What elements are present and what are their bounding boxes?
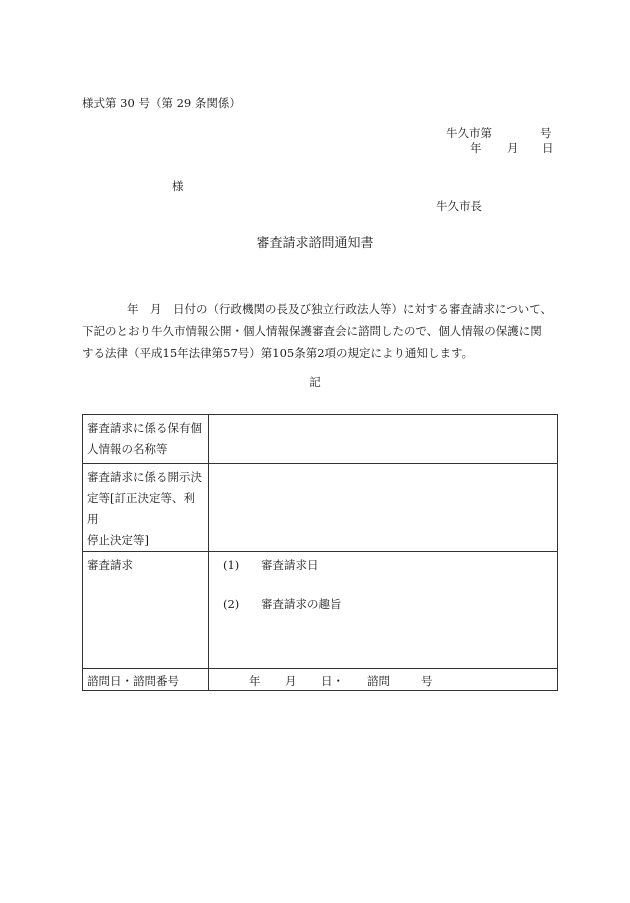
table-row xyxy=(83,464,558,552)
date-year: 年 xyxy=(470,141,482,155)
label-inquiry-date-number: 諮問日・諮問番号 xyxy=(83,669,209,691)
form-number: 様式第 30 号（第 29 条関係） xyxy=(82,96,241,110)
label-retained-info-name xyxy=(83,415,209,464)
inquiry-month: 月 xyxy=(285,674,297,688)
item-text: 審査請求日 xyxy=(261,558,319,572)
item-number: (1) xyxy=(223,558,240,572)
table-row xyxy=(83,415,558,464)
inquiry-day: 日・ xyxy=(321,674,344,688)
document-title: 審査請求諮問通知書 xyxy=(256,236,374,251)
label-line: 審査請求に係る開示決 xyxy=(87,470,202,484)
document-number-prefix: 牛久市第 xyxy=(446,126,492,140)
document-number-suffix: 号 xyxy=(540,126,552,140)
item-number: (2) xyxy=(223,597,240,611)
item-text: 審査請求の趣旨 xyxy=(261,597,342,611)
ki-heading: 記 xyxy=(309,375,321,389)
inquiry-number-suffix: 号 xyxy=(421,674,433,688)
value-disclosure-decision[interactable] xyxy=(209,464,558,552)
value-review-request[interactable] xyxy=(209,552,558,669)
body-line: 年 月 日付の（行政機関の長及び独立行政法人等）に対する審査請求について、 xyxy=(127,302,553,316)
table-row xyxy=(83,669,558,691)
label-line: 定等[訂正決定等、利用 xyxy=(87,491,195,526)
sender: 牛久市長 xyxy=(436,199,482,213)
label-line: 人情報の名称等 xyxy=(87,442,168,456)
table-row xyxy=(83,552,558,669)
label-line: 審査請求に係る保有個 xyxy=(87,421,202,435)
review-request-date-item xyxy=(213,555,553,576)
date-month: 月 xyxy=(507,141,519,155)
form-table xyxy=(82,414,558,691)
addressee: 様 xyxy=(172,179,184,193)
body-line: 下記のとおり牛久市情報公開・個人情報保護審査会に諮問したので、個人情報の保護に関 xyxy=(82,324,542,338)
review-request-purpose-item xyxy=(213,594,553,615)
value-retained-info-name[interactable] xyxy=(209,415,558,464)
inquiry-date-number xyxy=(213,672,553,690)
body-text xyxy=(82,298,562,364)
label-disclosure-decision xyxy=(83,464,209,552)
inquiry-year: 年 xyxy=(249,674,261,688)
label-review-request: 審査請求 xyxy=(83,552,209,669)
value-inquiry-date-number[interactable] xyxy=(209,669,558,691)
body-line: する法律（平成15年法律第57号）第105条第2項の規定により通知します。 xyxy=(82,346,474,360)
inquiry-label: 諮問 xyxy=(367,674,390,688)
label-line: 停止決定等] xyxy=(87,533,149,547)
date-day: 日 xyxy=(542,141,554,155)
